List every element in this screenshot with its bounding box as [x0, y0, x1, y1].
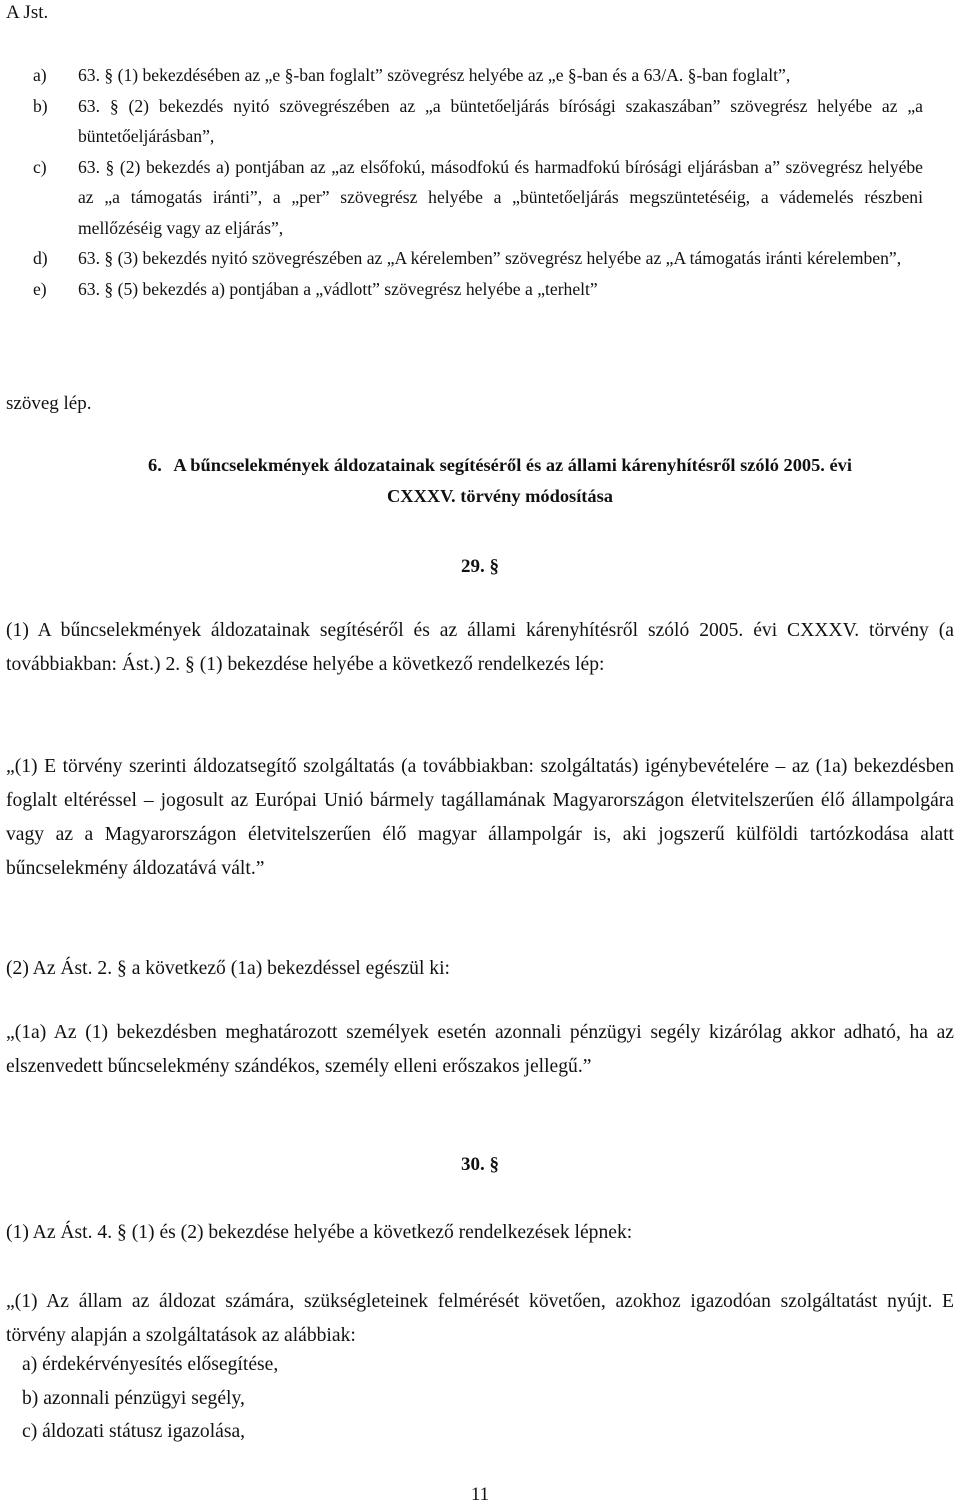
list-item — [33, 152, 923, 244]
quote-30-1: „(1) Az állam az áldozat számára, szükségleteinek felmérését követően, azokhoz igazodóan szolgáltatást nyújt. E törvény alapján a szolgáltatások az alábbiak: — [6, 1291, 954, 1346]
list-item-text: 63. § (2) bekezdés a) pontjában az „az elsőfokú, másodfokú és harmadfokú bírósági eljárásban a” szövegrész helyébe az „a támogatás iránti”, a „per” szövegrész helyébe a „büntetőeljárás megszüntetéséig, a vádemelés részbeni mellőzéséig vagy az eljárás”, — [78, 156, 923, 238]
list-item — [33, 274, 923, 305]
list-item-letter: c) — [33, 156, 47, 177]
list-item — [33, 243, 923, 274]
running-header: A Jst. — [6, 2, 49, 23]
list-item — [33, 60, 923, 91]
amendment-list — [33, 60, 923, 304]
paragraph-29-2: (2) Az Ást. 2. § a következő (1a) bekezdéssel egészül ki: — [6, 958, 450, 979]
chapter-title-line2: CXXXV. törvény módosítása — [387, 486, 613, 506]
chapter-title-line1 — [60, 455, 940, 476]
page-number: 11 — [470, 1484, 490, 1505]
list-item-text: 63. § (1) bekezdésében az „e §-ban foglalt” szövegrész helyébe az „e §-ban és a 63/A. §-ban foglalt”, — [78, 65, 791, 85]
list-item-letter: d) — [33, 248, 48, 268]
list-item-letter: e) — [33, 278, 47, 299]
sub-item-b: b) azonnali pénzügyi segély, — [22, 1388, 245, 1409]
list-item — [33, 91, 923, 152]
chapter-title-text: A bűncselekmények áldozatainak segítéséről és az állami kárenyhítésről szóló 2005. évi — [173, 455, 852, 475]
sub-item-c: c) áldozati státusz igazolása, — [22, 1421, 246, 1442]
quote-29-1: „(1) E törvény szerinti áldozatsegítő szolgáltatás (a továbbiakban: szolgáltatás) igénybevételére – az (1a) bekezdésben foglalt eltéréssel – jogosult az Európai Unió bármely tagállamának Magyarországon életvitelszerűen élő állampolgára vagy az a Magyarországon életvitelszerűen élő magyar állampolgár is, aki jogszerű külföldi tartózkodása alatt bűncselekmény áldozatává vált.” — [6, 756, 954, 879]
list-item-letter: b) — [33, 95, 48, 116]
list-item-text: 63. § (5) bekezdés a) pontjában a „vádlott” szövegrész helyébe a „terhelt” — [78, 278, 598, 299]
section-heading-30: 30. § — [461, 1154, 499, 1175]
sub-item-a: a) érdekérvényesítés elősegítése, — [22, 1354, 279, 1375]
chapter-number: 6. — [148, 455, 162, 475]
section-heading-29: 29. § — [461, 556, 499, 577]
list-item-text: 63. § (2) bekezdés nyitó szövegrészében az „a büntetőeljárás bírósági szakaszában” szövegrész helyébe az „a büntetőeljárásban”, — [78, 95, 923, 146]
paragraph-29-1: (1) A bűncselekmények áldozatainak segítéséről és az állami kárenyhítésről szóló 2005. évi CXXXV. törvény (a továbbiakban: Ást.) 2. § (1) bekezdése helyébe a következő rendelkezés lép: — [6, 620, 954, 675]
list-closing-text: szöveg lép. — [6, 393, 92, 414]
quote-29-2: „(1a) Az (1) bekezdésben meghatározott személyek esetén azonnali pénzügyi segély kizárólag akkor adható, ha az elszenvedett bűncselekmény szándékos, személy elleni erőszakos jellegű.” — [6, 1022, 954, 1077]
paragraph-30-1: (1) Az Ást. 4. § (1) és (2) bekezdése helyébe a következő rendelkezések lépnek: — [6, 1222, 633, 1243]
list-item-letter: a) — [33, 65, 47, 85]
list-item-text: 63. § (3) bekezdés nyitó szövegrészében az „A kérelemben” szövegrész helyébe az „A támogatás iránti kérelemben”, — [78, 248, 902, 268]
